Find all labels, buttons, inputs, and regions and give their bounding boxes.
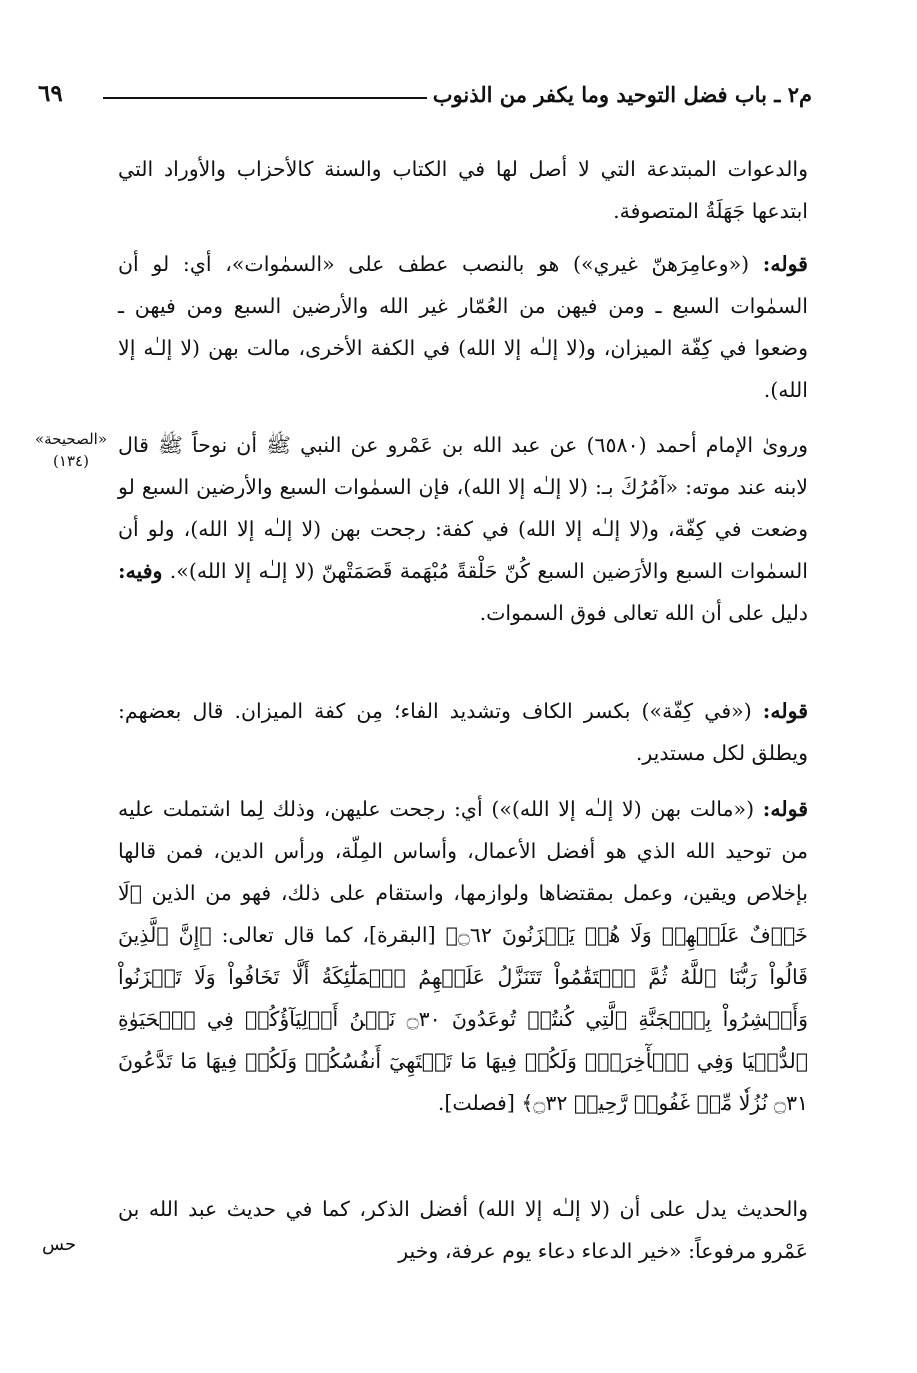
- keyword-qawluh: قوله:: [762, 797, 808, 821]
- paragraph-2-text: («وعامِرَهنّ غيري») هو بالنصب عطف على «السمٰوات»، أي: لو أن السمٰوات السبع ـ ومن فيهن من العُمّار غير الله والأرضين السبع ومن فيهن ـ وضعوا في كِفّة الميزان، و(لا إلـٰه إلا الله) في الكفة الأخرى، مالت بهن (لا إلـٰه إلا الله).: [118, 252, 808, 402]
- running-header: [38, 82, 812, 112]
- paragraph-6-text: والحديث يدل على أن (لا إلـٰه إلا الله) أفضل الذكر، كما في حديث عبد الله بن عَمْرو مرفوعاً: «خير الدعاء دعاء يوم عرفة، وخير: [118, 1197, 808, 1263]
- paragraph-2: [118, 243, 808, 411]
- margin-reference-number: (١٣٤): [53, 452, 89, 470]
- margin-reference-source: «الصحيحة»: [34, 430, 108, 448]
- keyword-wafihi: وفيه:: [118, 559, 163, 583]
- paragraph-1-text: والدعوات المبتدعة التي لا أصل لها في الكتاب والسنة كالأحزاب والأوراد التي ابتدعها جَهَلَةُ المتصوفة.: [118, 157, 808, 223]
- catchword: حس: [42, 1234, 77, 1255]
- page-number: ٦٩: [38, 80, 63, 107]
- keyword-qawluh: قوله:: [762, 252, 808, 276]
- keyword-qawluh: قوله:: [762, 699, 808, 723]
- paragraph-5: [118, 788, 808, 1124]
- header-rule: [103, 97, 427, 99]
- paragraph-3: [118, 424, 808, 634]
- paragraph-1: [118, 148, 808, 232]
- paragraph-3-tail: دليل على أن الله تعالى فوق السموات.: [479, 601, 808, 625]
- paragraph-4: [118, 690, 808, 774]
- paragraph-6: [118, 1188, 808, 1272]
- chapter-title: م٢ ـ باب فضل التوحيد وما يكفر من الذنوب: [432, 82, 812, 107]
- margin-reference: [30, 428, 112, 472]
- paragraph-4-text: («في كِفّة») بكسر الكاف وتشديد الفاء؛ مِن كفة الميزان. قال بعضهم: ويطلق لكل مستدير.: [118, 699, 808, 765]
- paragraph-3-text: وروىٰ الإمام أحمد (٦٥٨٠) عن عبد الله بن عَمْرو عن النبي ﷺ أن نوحاً ﷺ قال لابنه عند موته: «آمُرُكَ بـ: (لا إلـٰه إلا الله)، فإن السمٰوات السبع والأرضين السبع لو وضعت في كِفّة، و(لا إلـٰه إلا الله) في كفة: رجحت بهن (لا إلـٰه إلا الله)، ولو أن السمٰوات السبع والأرَضين السبع كُنّ حَلْقةً مُبْهَمة قَصَمَتْهنّ (لا إلـٰه إلا الله)».: [118, 433, 808, 583]
- paragraph-5-text: («مالت بهن (لا إلـٰه إلا الله)») أي: رجحت عليهن، وذلك لِما اشتملت عليه من توحيد الله الذي هو أفضل الأعمال، وأساس المِلّة، ورأس الدين، فمن قالها بإخلاص ويقين، وعمل بمقتضاها ولوازمها، واستقام على ذلك، فهو من الذين ﴿لَا خَوۡفٌ عَلَيۡهِمۡ وَلَا هُمۡ يَحۡزَنُونَ ۝٦٢﴾ [البقرة]، كما قال تعالى: ﴿إِنَّ ٱلَّذِينَ قَالُواْ رَبُّنَا ٱللَّهُ ثُمَّ ٱسۡتَقَٰمُواْ تَتَنَزَّلُ عَلَيۡهِمُ ٱلۡمَلَٰٓئِكَةُ أَلَّا تَخَافُواْ وَلَا تَحۡزَنُواْ وَأَبۡشِرُواْ بِٱلۡجَنَّةِ ٱلَّتِي كُنتُمۡ تُوعَدُونَ ۝٣٠ نَحۡنُ أَوۡلِيَآؤُكُمۡ فِي ٱلۡحَيَوٰةِ ٱلدُّنۡيَا وَفِي ٱلۡأٓخِرَةِۖ وَلَكُمۡ فِيهَا مَا تَشۡتَهِيٓ أَنفُسُكُمۡ وَلَكُمۡ فِيهَا مَا تَدَّعُونَ ۝٣١ نُزُلٗا مِّنۡ غَفُورٖ رَّحِيمٖ ۝٣٢﴾ [فصلت].: [118, 797, 809, 1115]
